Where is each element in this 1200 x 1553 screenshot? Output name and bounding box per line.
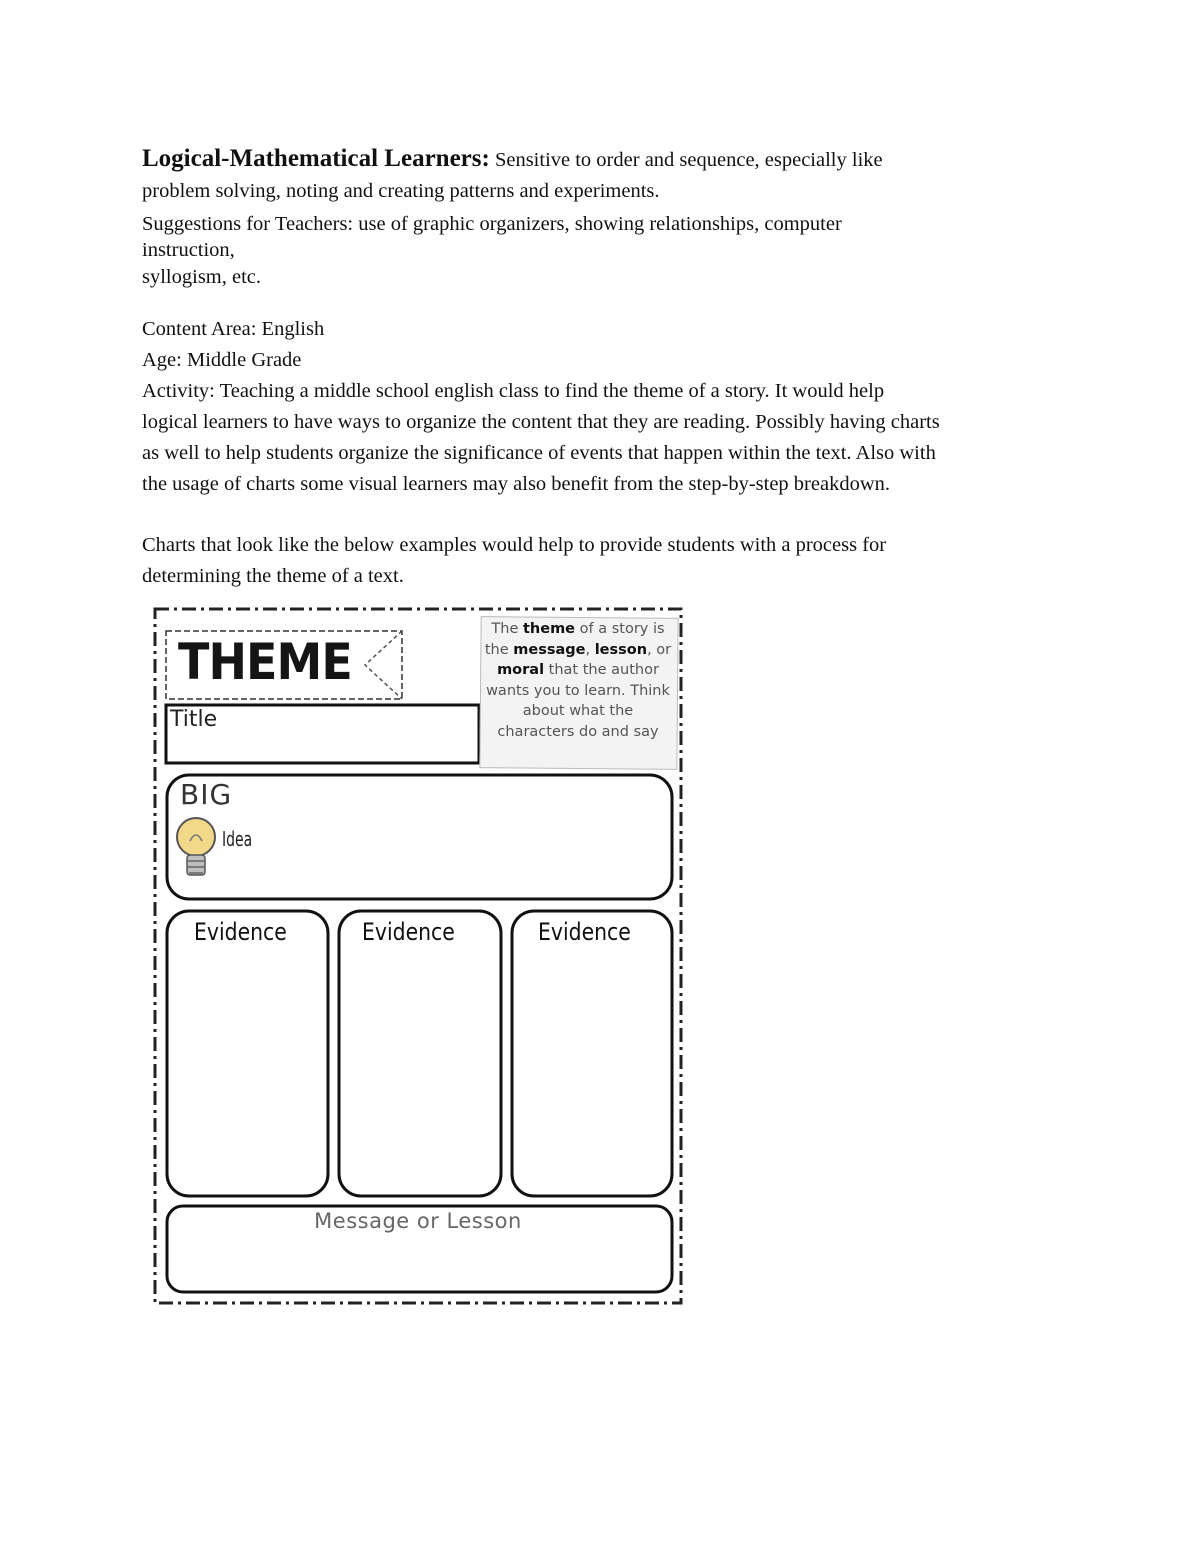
- theme-heading: THEME: [178, 633, 352, 691]
- learner-type-title: Logical-Mathematical Learners:: [142, 145, 490, 172]
- learner-description: Sensitive to order and sequence, especially like: [489, 149, 883, 171]
- text-line: problem solving, noting and creating patterns and experiments.: [142, 180, 660, 202]
- activity-line: logical learners to have ways to organize the content that they are reading. Possibly having charts: [142, 411, 940, 433]
- evidence-label: Evidence: [194, 918, 287, 946]
- age: Age: Middle Grade: [142, 349, 302, 371]
- text-line: instruction,: [142, 239, 235, 261]
- theme-worksheet-image: [150, 603, 686, 1309]
- theme-definition: The theme of a story is the message, lesson, or moral that the author wants you to learn. Think about what the characters do and say: [484, 621, 672, 740]
- teacher-suggestions: Suggestions for Teachers: use of graphic organizers, showing relationships, computer: [142, 213, 842, 235]
- idea-label: Idea: [222, 827, 253, 851]
- charts-intro-line: determining the theme of a text.: [142, 565, 404, 587]
- message-or-lesson-label: Message or Lesson: [314, 1209, 522, 1233]
- activity-line: as well to help students organize the significance of events that happen within the text. Also with: [142, 442, 936, 464]
- content-area: Content Area: English: [142, 318, 325, 340]
- evidence-label: Evidence: [362, 918, 455, 946]
- document-body: [142, 143, 1072, 592]
- charts-intro-line: Charts that look like the below examples would help to provide students with a process for: [142, 534, 887, 556]
- title-field-label: Title: [170, 707, 218, 732]
- lightbulb-icon: [174, 815, 218, 883]
- text-line: syllogism, etc.: [142, 266, 262, 288]
- activity-line: Activity: Teaching a middle school english class to find the theme of a story. It would help: [142, 380, 885, 402]
- big-idea-label: BIG: [180, 778, 233, 811]
- evidence-label: Evidence: [538, 918, 631, 946]
- intro-heading: [142, 143, 1072, 176]
- activity-line: the usage of charts some visual learners may also benefit from the step-by-step breakdown.: [142, 473, 891, 495]
